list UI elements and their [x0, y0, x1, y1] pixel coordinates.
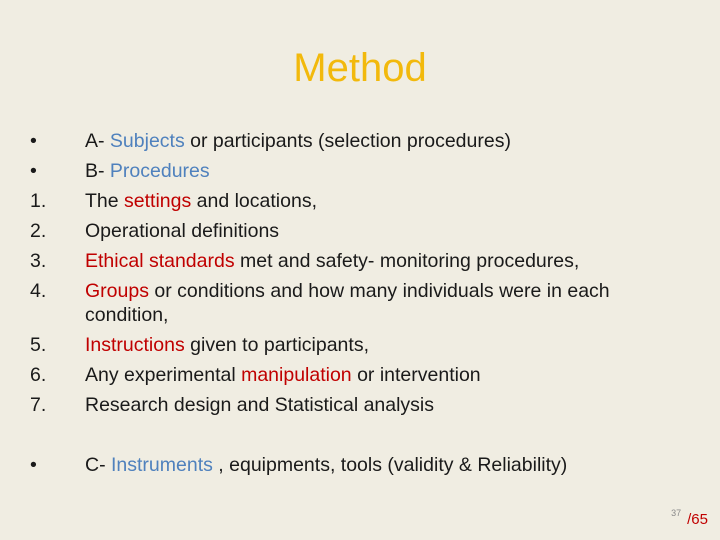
number-marker: 4.: [30, 280, 47, 302]
text-run: The: [85, 190, 125, 212]
list-item-text: [85, 160, 210, 182]
list-item: [30, 450, 690, 480]
text-run: Any experimental: [85, 364, 242, 386]
list-item-text: [85, 394, 434, 416]
highlighted-term: Instructions: [85, 334, 185, 356]
number-marker: 1.: [30, 190, 47, 212]
text-run: met and safety- monitoring procedures,: [234, 250, 580, 272]
list-item-text: [85, 280, 610, 326]
text-run: or intervention: [351, 364, 481, 386]
highlighted-term: settings: [124, 190, 192, 212]
list-item-text: [85, 250, 579, 272]
list-spacer: [30, 420, 690, 450]
page-number: [671, 508, 708, 528]
text-run: Research design and Statistical analysis: [85, 394, 435, 416]
list-item-text: [85, 220, 279, 242]
list-item: [30, 156, 690, 186]
list-item-text: [85, 334, 369, 356]
list-item-text: [85, 190, 317, 212]
number-marker: 7.: [30, 394, 47, 416]
text-run: A-: [85, 130, 110, 152]
list-item: [30, 186, 690, 216]
list-item: [30, 246, 690, 276]
list-item: [30, 390, 690, 420]
text-run: B-: [85, 160, 110, 182]
list-item-text: [85, 130, 511, 152]
text-run: or conditions and how many individuals were in each condition,: [85, 280, 610, 326]
highlighted-term: manipulation: [241, 364, 352, 386]
highlighted-term: Subjects: [109, 130, 185, 152]
number-marker: 5.: [30, 334, 47, 356]
list-item-text: [85, 454, 567, 476]
bullet-marker: •: [30, 454, 37, 476]
text-run: and locations,: [191, 190, 317, 212]
list-item: [30, 360, 690, 390]
text-run: Operational definitions: [85, 220, 280, 242]
highlighted-term: Procedures: [109, 160, 210, 182]
text-run: given to participants,: [184, 334, 369, 356]
bullet-marker: •: [30, 160, 37, 182]
slide-content: [30, 126, 690, 480]
list-item: [30, 330, 690, 360]
list-item-text: [85, 364, 481, 386]
highlighted-term: Instruments: [111, 454, 213, 476]
slide-title: Method: [293, 46, 427, 90]
bullet-marker: •: [30, 130, 37, 152]
text-run: C-: [85, 454, 111, 476]
list-item: [30, 126, 690, 156]
highlighted-term: Ethical standards: [85, 250, 235, 272]
page-total: /65: [687, 511, 708, 528]
number-marker: 2.: [30, 220, 47, 242]
list-item: [30, 276, 690, 330]
list-item: [30, 216, 690, 246]
number-marker: 6.: [30, 364, 47, 386]
page-current: 37: [671, 508, 682, 518]
text-run: or participants (selection procedures): [184, 130, 511, 152]
highlighted-term: Groups: [85, 280, 149, 302]
text-run: , equipments, tools (validity & Reliability): [212, 454, 568, 476]
number-marker: 3.: [30, 250, 47, 272]
